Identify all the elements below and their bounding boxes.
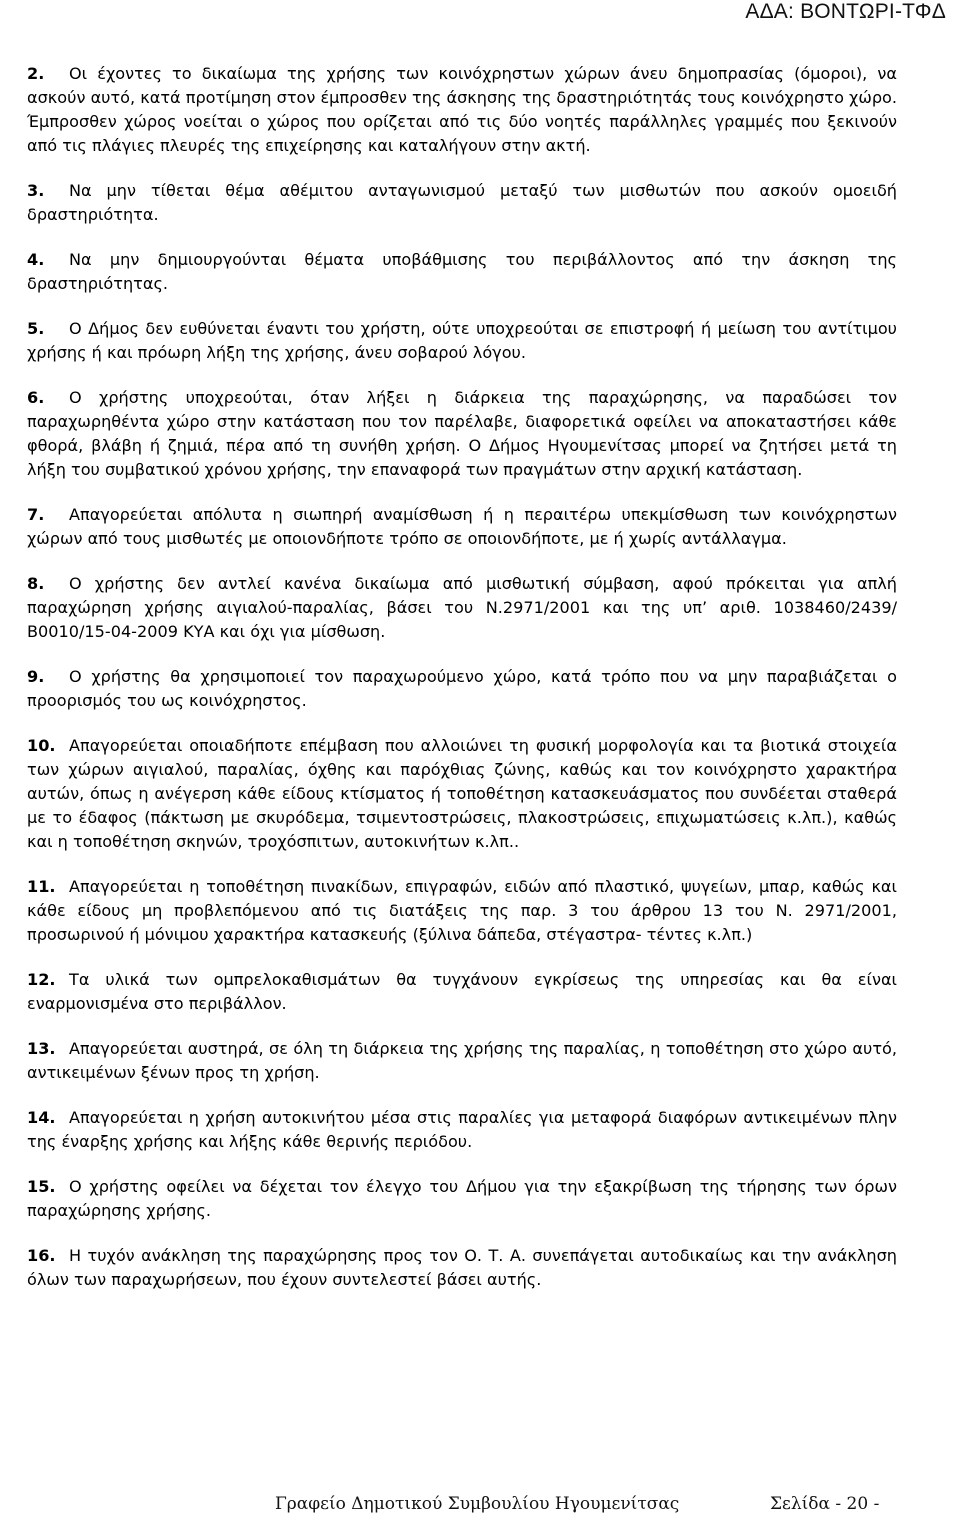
document-code: ΑΔΑ: ΒΟΝΤΩΡΙ-ΤΦΔ [745,0,946,23]
list-item [27,386,897,482]
list-item [27,1106,897,1154]
item-text: Απαγορεύεται απόλυτα η σιωπηρή αναμίσθωση ή η περαιτέρω υπεκμίσθωση των κοινόχρηστων χώρων από τους μισθωτές με οποιονδήποτε τρόπο σε οποιονδήποτε, με ή χωρίς αντάλλαγμα. [27,505,897,548]
page-number: Σελίδα - 20 - [770,1494,880,1514]
item-number: 6. [27,388,45,407]
item-text: Ο χρήστης δεν αντλεί κανένα δικαίωμα από μισθωτική σύμβαση, αφού πρόκειται για απλή παραχώρηση χρήσης αιγιαλού-παραλίας, βάσει του Ν.2971/2001 και της υπ’ αριθ. 1038460/2439/Β0010/15-04-2009 ΚΥΑ και όχι για μίσθωση. [27,574,897,641]
item-number: 3. [27,181,45,200]
item-text: Ο χρήστης θα χρησιμοποιεί τον παραχωρούμενο χώρο, κατά τρόπο που να μην παραβιάζεται ο προορισμός του ως κοινόχρηστος. [27,667,897,710]
item-number: 15. [27,1177,56,1196]
list-item [27,1037,897,1085]
item-number: 2. [27,64,45,83]
item-text: Τα υλικά των ομπρελοκαθισμάτων θα τυγχάνουν εγκρίσεως της υπηρεσίας και θα είναι εναρμονισμένα στο περιβάλλον. [27,970,897,1013]
list-item [27,317,897,365]
item-text: Απαγορεύεται η χρήση αυτοκινήτου μέσα στις παραλίες για μεταφορά διαφόρων αντικειμένων πλην της έναρξης χρήσης και λήξης κάθε θερινής περιόδου. [27,1108,897,1151]
item-text: Η τυχόν ανάκληση της παραχώρησης προς τον Ο. Τ. Α. συνεπάγεται αυτοδικαίως και την ανάκληση όλων των παραχωρήσεων, που έχουν συντελεστεί βάσει αυτής. [27,1246,897,1289]
list-item [27,665,897,713]
item-number: 12. [27,970,56,989]
item-number: 14. [27,1108,56,1127]
list-item [27,248,897,296]
footer-office-name: Γραφείο Δημοτικού Συμβουλίου Ηγουμενίτσας [275,1494,680,1514]
item-text: Ο χρήστης υποχρεούται, όταν λήξει η διάρκεια της παραχώρησης, να παραδώσει τον παραχωρηθέντα χώρο στην κατάσταση που τον παρέλαβε, διαφορετικά οφείλει να αποκαταστήσει κάθε φθορά, βλάβη ή ζημιά, πέρα από τη συνήθη χρήση. Ο Δήμος Ηγουμενίτσας μπορεί να ζητήσει μετά τη λήξη του συμβατικού χρόνου χρήσης, την επαναφορά των πραγμάτων στην αρχική κατάσταση. [27,388,897,479]
item-text: Οι έχοντες το δικαίωμα της χρήσης των κοινόχρηστων χώρων άνευ δημοπρασίας (όμοροι), να ασκούν αυτό, κατά προτίμηση στον έμπροσθεν της άσκησης της δραστηριότητάς τους κοινόχρηστο χώρο. Έμπροσθεν χώρος νοείται ο χώρος που ορίζεται από τις δύο νοητές παράλληλες γραμμές που ξεκινούν από τις πλάγιες πλευρές της επιχείρησης και καταλήγουν στην ακτή. [27,64,897,155]
item-text: Απαγορεύεται αυστηρά, σε όλη τη διάρκεια της χρήσης της παραλίας, η τοποθέτηση στο χώρο αυτό, αντικειμένων ξένων προς τη χρήση. [27,1039,897,1082]
item-number: 10. [27,736,56,755]
item-text: Ο χρήστης οφείλει να δέχεται τον έλεγχο του Δήμου για την εξακρίβωση της τήρησης των όρων παραχώρησης χρήσης. [27,1177,897,1220]
list-item [27,179,897,227]
item-text: Να μην δημιουργούνται θέματα υποβάθμισης του περιβάλλοντος από την άσκηση της δραστηριότητας. [27,250,897,293]
list-item [27,1175,897,1223]
item-number: 13. [27,1039,56,1058]
item-number: 4. [27,250,45,269]
list-item [27,62,897,158]
list-item [27,734,897,854]
item-number: 8. [27,574,45,593]
item-number: 7. [27,505,45,524]
list-item [27,1244,897,1292]
item-text: Να μην τίθεται θέμα αθέμιτου ανταγωνισμού μεταξύ των μισθωτών που ασκούν ομοειδή δραστηριότητα. [27,181,897,224]
item-number: 9. [27,667,45,686]
item-number: 5. [27,319,45,338]
item-number: 11. [27,877,56,896]
document-body [27,62,897,1313]
list-item [27,968,897,1016]
item-text: Ο Δήμος δεν ευθύνεται έναντι του χρήστη, ούτε υποχρεούται σε επιστροφή ή μείωση του αντίτιμου χρήσης ή και πρόωρη λήξη της χρήσης, άνευ σοβαρού λόγου. [27,319,897,362]
item-number: 16. [27,1246,56,1265]
list-item [27,572,897,644]
list-item [27,503,897,551]
item-text: Απαγορεύεται οποιαδήποτε επέμβαση που αλλοιώνει τη φυσική μορφολογία και τα βιοτικά στοιχεία των χώρων αιγιαλού, παραλίας, όχθης και παρόχθιας ζώνης, καθώς και τον κοινόχρηστο χαρακτήρα αυτών, όπως η ανέγερση κάθε είδους κτίσματος ή τοποθέτηση κατασκευάσματος που συνδέεται σταθερά με το έδαφος (πάκτωση με σκυρόδεμα, τσιμεντοστρώσεις, πλακοστρώσεις, επιχωματώσεις κ.λπ.), καθώς και η τοποθέτηση σκηνών, τροχόσπιτων, αυτοκινήτων κ.λπ.. [27,736,897,851]
item-text: Απαγορεύεται η τοποθέτηση πινακίδων, επιγραφών, ειδών από πλαστικό, ψυγείων, μπαρ, καθώς και κάθε είδους μη προβλεπόμενου από τις διατάξεις της παρ. 3 του άρθρου 13 του Ν. 2971/2001, προσωρινού ή μόνιμου χαρακτήρα κατασκευής (ξύλινα δάπεδα, στέγαστρα- τέντες κ.λπ.) [27,877,897,944]
list-item [27,875,897,947]
